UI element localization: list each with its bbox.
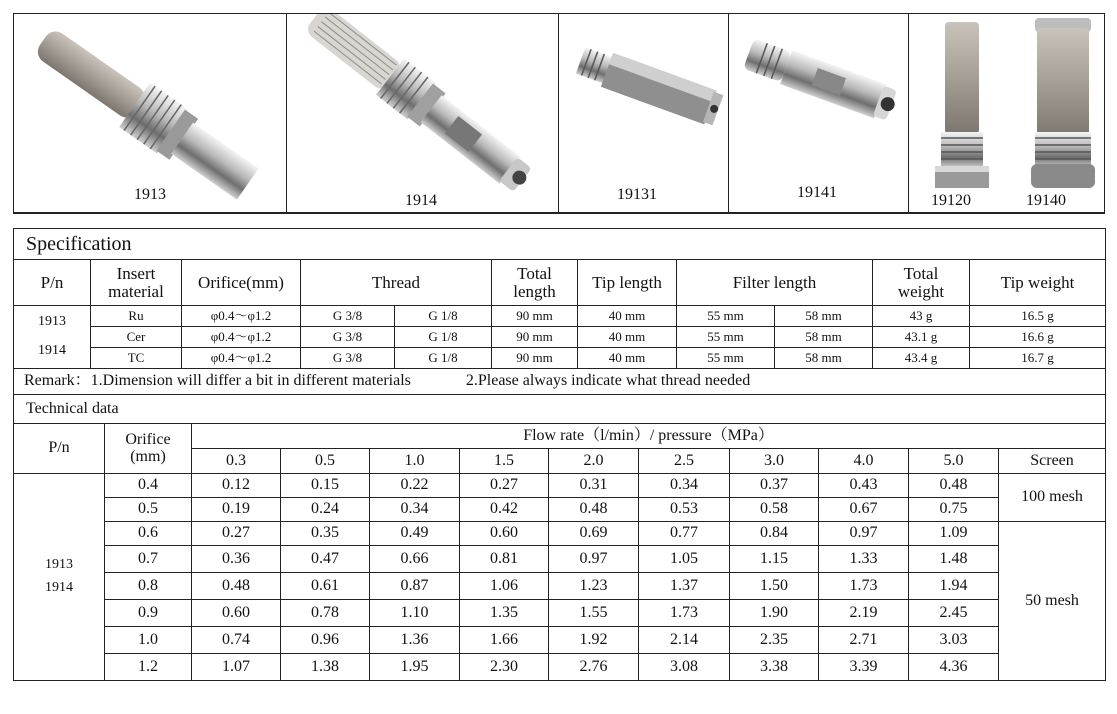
spec-tip-weight: 16.5 g [970, 306, 1106, 327]
spec-tip-weight: 16.6 g [970, 327, 1106, 348]
pressure-header: 3.0 [730, 449, 819, 474]
technical-data-table [13, 394, 1106, 681]
flow-rate-value: 0.24 [281, 498, 370, 522]
spec-row [14, 348, 1106, 369]
flow-rate-value: 0.75 [909, 498, 999, 522]
flow-rate-value: 0.15 [281, 474, 370, 498]
remark-2: 2.Please always indicate what thread needed [465, 372, 751, 390]
flow-rate-value: 0.47 [281, 546, 370, 573]
spec-total-length: 90 mm [492, 327, 578, 348]
flow-rate-value: 2.30 [460, 654, 549, 681]
flow-rate-value: 0.77 [639, 522, 730, 546]
specification-table [13, 228, 1106, 395]
flow-rate-value: 0.97 [549, 546, 639, 573]
orifice-value: 0.7 [105, 546, 192, 573]
pressure-header: 0.5 [281, 449, 370, 474]
flow-rate-value: 0.60 [192, 600, 281, 627]
flow-rate-value: 2.14 [639, 627, 730, 654]
flow-rate-value: 1.10 [370, 600, 460, 627]
flow-rate-value: 0.49 [370, 522, 460, 546]
pressure-header: 2.0 [549, 449, 639, 474]
flow-rate-value: 1.38 [281, 654, 370, 681]
spec-filter-a: 55 mm [677, 327, 775, 348]
product-photo-strip [13, 13, 1105, 214]
flow-rate-value: 1.66 [460, 627, 549, 654]
flow-rate-value: 0.22 [370, 474, 460, 498]
header-pn: P/n [14, 260, 91, 306]
spec-filter-a: 55 mm [677, 348, 775, 369]
flow-rate-value: 0.48 [192, 573, 281, 600]
flow-rate-value: 0.96 [281, 627, 370, 654]
flow-rate-value: 1.90 [730, 600, 819, 627]
flow-rate-value: 1.73 [819, 573, 909, 600]
spec-material: TC [91, 348, 182, 369]
photo-label: 1913 [134, 186, 166, 203]
spec-orifice: φ0.4～φ1.2 [182, 348, 301, 369]
spec-thread-b: G 1/8 [395, 306, 492, 327]
screen-value: 50 mesh [999, 522, 1106, 681]
tech-row [14, 654, 1106, 681]
flow-rate-value: 3.03 [909, 627, 999, 654]
flow-rate-value: 0.61 [281, 573, 370, 600]
orifice-value: 1.0 [105, 627, 192, 654]
flow-rate-value: 0.58 [730, 498, 819, 522]
spec-total-length: 90 mm [492, 348, 578, 369]
flow-rate-value: 0.97 [819, 522, 909, 546]
orifice-value: 1.2 [105, 654, 192, 681]
tech-row [14, 546, 1106, 573]
flow-rate-value: 0.74 [192, 627, 281, 654]
screen-value: 100 mesh [999, 474, 1106, 522]
pn-value: 1914 [45, 580, 73, 595]
photo-label: 19131 [617, 186, 657, 203]
spec-row [14, 306, 1106, 327]
tech-row [14, 522, 1106, 546]
spec-filter-b: 58 mm [775, 306, 873, 327]
tech-header-flow-rate: Flow rate（l/min）/ pressure（MPa） [192, 424, 1106, 449]
header-filter-length: Filter length [677, 260, 873, 306]
flow-rate-value: 4.36 [909, 654, 999, 681]
flow-rate-value: 0.69 [549, 522, 639, 546]
photo-label: 19141 [797, 184, 837, 201]
header-thread: Thread [301, 260, 492, 306]
spec-pn-cell [14, 306, 91, 369]
photo-cell-19131 [559, 14, 729, 212]
flow-rate-value: 0.87 [370, 573, 460, 600]
pn-value: 1914 [38, 343, 66, 358]
spec-material: Ru [91, 306, 182, 327]
flow-rate-value: 0.60 [460, 522, 549, 546]
flow-rate-value: 1.50 [730, 573, 819, 600]
photo-cell-1913 [14, 14, 287, 212]
flow-rate-value: 2.71 [819, 627, 909, 654]
spec-total-weight: 43.4 g [873, 348, 970, 369]
flow-rate-value: 0.81 [460, 546, 549, 573]
photo-label: 19140 [1026, 192, 1066, 209]
tech-row [14, 498, 1106, 522]
orifice-value: 0.9 [105, 600, 192, 627]
spec-material: Cer [91, 327, 182, 348]
spec-tip-length: 40 mm [578, 327, 677, 348]
flow-rate-value: 1.06 [460, 573, 549, 600]
flow-rate-value: 1.37 [639, 573, 730, 600]
tech-header-orifice: Orifice (mm) [105, 424, 192, 474]
orifice-value: 0.6 [105, 522, 192, 546]
pressure-header: 2.5 [639, 449, 730, 474]
spec-filter-a: 55 mm [677, 306, 775, 327]
flow-rate-value: 1.48 [909, 546, 999, 573]
orifice-value: 0.4 [105, 474, 192, 498]
flow-rate-value: 2.35 [730, 627, 819, 654]
spec-tip-length: 40 mm [578, 306, 677, 327]
flow-rate-value: 3.08 [639, 654, 730, 681]
technical-data-title: Technical data [14, 395, 1106, 424]
flow-rate-value: 0.36 [192, 546, 281, 573]
flow-rate-value: 0.31 [549, 474, 639, 498]
pressure-header: 0.3 [192, 449, 281, 474]
flow-rate-value: 1.55 [549, 600, 639, 627]
pressure-header: 5.0 [909, 449, 999, 474]
spec-tip-weight: 16.7 g [970, 348, 1106, 369]
spec-tip-length: 40 mm [578, 348, 677, 369]
flow-rate-value: 1.07 [192, 654, 281, 681]
flow-rate-value: 0.34 [639, 474, 730, 498]
flow-rate-value: 0.34 [370, 498, 460, 522]
flow-rate-value: 0.37 [730, 474, 819, 498]
flow-rate-value: 1.23 [549, 573, 639, 600]
spec-sheet [13, 228, 1105, 681]
flow-rate-value: 0.66 [370, 546, 460, 573]
spec-total-length: 90 mm [492, 306, 578, 327]
header-insert-material: Insert material [91, 260, 182, 306]
flow-rate-value: 0.84 [730, 522, 819, 546]
pressure-header: 1.5 [460, 449, 549, 474]
flow-rate-value: 0.27 [192, 522, 281, 546]
technical-data-body [14, 474, 1106, 681]
flow-rate-value: 0.42 [460, 498, 549, 522]
spec-filter-b: 58 mm [775, 348, 873, 369]
remark-line [14, 369, 1106, 395]
flow-rate-value: 1.09 [909, 522, 999, 546]
flow-rate-value: 1.05 [639, 546, 730, 573]
flow-rate-value: 0.43 [819, 474, 909, 498]
spec-thread-b: G 1/8 [395, 348, 492, 369]
flow-rate-value: 1.15 [730, 546, 819, 573]
flow-rate-value: 3.39 [819, 654, 909, 681]
flow-rate-value: 0.48 [909, 474, 999, 498]
flow-rate-value: 2.45 [909, 600, 999, 627]
header-orifice: Orifice(mm) [182, 260, 301, 306]
photo-label: 1914 [405, 192, 437, 209]
flow-rate-value: 0.53 [639, 498, 730, 522]
pn-value: 1913 [45, 557, 73, 573]
flow-rate-value: 0.35 [281, 522, 370, 546]
flow-rate-value: 0.78 [281, 600, 370, 627]
flow-rate-value: 0.27 [460, 474, 549, 498]
flow-rate-value: 2.19 [819, 600, 909, 627]
header-tip-weight: Tip weight [970, 260, 1106, 306]
tech-row [14, 573, 1106, 600]
flow-rate-value: 1.94 [909, 573, 999, 600]
flow-rate-value: 0.12 [192, 474, 281, 498]
photo-label: 19120 [931, 192, 971, 209]
pressure-header: 4.0 [819, 449, 909, 474]
header-tip-length: Tip length [578, 260, 677, 306]
spec-thread-a: G 3/8 [301, 306, 395, 327]
tech-row [14, 627, 1106, 654]
spec-filter-b: 58 mm [775, 327, 873, 348]
spec-thread-a: G 3/8 [301, 327, 395, 348]
filters-19120-19140-image [909, 14, 1106, 213]
tech-pn-cell [14, 474, 105, 681]
pn-value: 1913 [38, 314, 66, 330]
flow-rate-value: 0.48 [549, 498, 639, 522]
spec-orifice: φ0.4～φ1.2 [182, 306, 301, 327]
spec-thread-b: G 1/8 [395, 327, 492, 348]
remark-1: Remark：1.Dimension will differ a bit in different materials [24, 372, 411, 390]
spec-orifice: φ0.4～φ1.2 [182, 327, 301, 348]
flow-rate-value: 1.95 [370, 654, 460, 681]
flow-rate-value: 0.19 [192, 498, 281, 522]
specification-title: Specification [14, 229, 1106, 260]
nozzle-1913-image [14, 14, 287, 213]
flow-rate-value: 1.33 [819, 546, 909, 573]
flow-rate-value: 2.76 [549, 654, 639, 681]
spec-row [14, 327, 1106, 348]
spec-total-weight: 43.1 g [873, 327, 970, 348]
flow-rate-value: 1.35 [460, 600, 549, 627]
tech-row [14, 474, 1106, 498]
flow-rate-value: 3.38 [730, 654, 819, 681]
pressure-header: 1.0 [370, 449, 460, 474]
flow-rate-value: 1.92 [549, 627, 639, 654]
orifice-value: 0.8 [105, 573, 192, 600]
nozzle-19131-image [559, 14, 729, 213]
photo-cell-19120-19140 [909, 14, 1106, 212]
tech-header-pn: P/n [14, 424, 105, 474]
flow-rate-value: 0.67 [819, 498, 909, 522]
flow-rate-value: 1.73 [639, 600, 730, 627]
nozzle-1914-image [287, 14, 559, 213]
spec-thread-a: G 3/8 [301, 348, 395, 369]
photo-cell-1914 [287, 14, 559, 212]
header-total-length: Total length [492, 260, 578, 306]
spec-total-weight: 43 g [873, 306, 970, 327]
photo-cell-19141 [729, 14, 909, 212]
tech-header-screen: Screen [999, 449, 1106, 474]
flow-rate-value: 1.36 [370, 627, 460, 654]
header-total-weight: Total weight [873, 260, 970, 306]
orifice-value: 0.5 [105, 498, 192, 522]
tech-row [14, 600, 1106, 627]
